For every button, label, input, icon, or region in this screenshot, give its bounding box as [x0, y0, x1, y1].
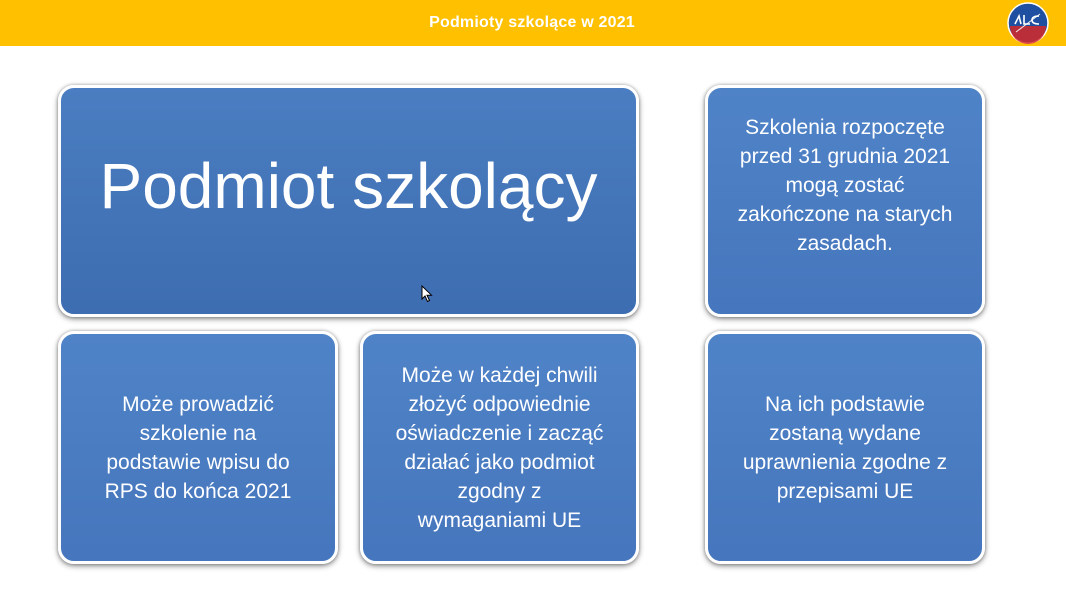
- main-topic-text: Podmiot szkolący: [99, 150, 598, 222]
- ulc-logo-icon: [1006, 2, 1050, 44]
- info-box-rps: [58, 331, 338, 564]
- info-box-text: Na ich podstawie zostaną wydane uprawnienia zgodne z przepisami UE: [742, 392, 948, 503]
- info-box-text: Szkolenia rozpoczęte przed 31 grudnia 2021 mogą zostać zakończone na starych zasadach.: [737, 115, 953, 255]
- header-bar: [0, 0, 1066, 46]
- info-box-old-rules: [705, 85, 985, 317]
- mouse-pointer-icon: [421, 285, 433, 303]
- info-box-declaration: [360, 331, 639, 564]
- main-topic-box: [58, 85, 639, 317]
- info-box-text: Może prowadzić szkolenie na podstawie wpisu do RPS do końca 2021: [104, 392, 292, 503]
- slide-title: Podmioty szkolące w 2021: [429, 14, 635, 31]
- info-box-text: Może w każdej chwili złożyć odpowiednie oświadczenie i zacząć działać jako podmiot zgodny z wymaganiami UE: [395, 363, 604, 532]
- info-box-eu-licences: [705, 331, 985, 564]
